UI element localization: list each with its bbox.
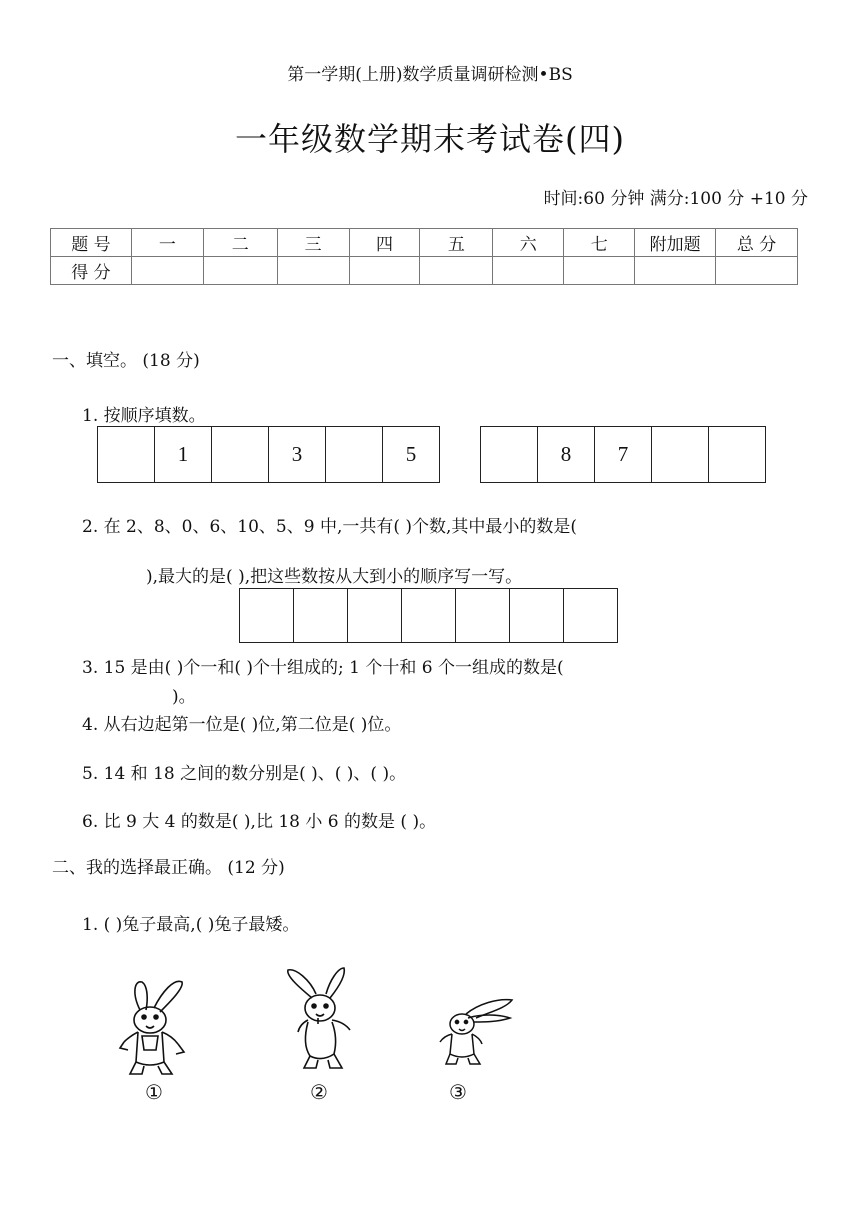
q1-text: 1. 按顺序填数。 <box>82 406 206 426</box>
table-cell: 七 <box>564 229 635 257</box>
table-cell: 一 <box>131 229 203 257</box>
q5-text: 5. 14 和 18 之间的数分别是( )、( )、( )。 <box>82 764 407 784</box>
table-cell: 三 <box>277 229 349 257</box>
time-info: 时间:60 分钟 满分:100 分 +10 分 <box>543 189 808 209</box>
sequence-boxes-a <box>97 426 440 483</box>
score-input-cell[interactable] <box>203 257 277 285</box>
answer-box[interactable] <box>481 427 538 482</box>
score-table <box>50 228 798 285</box>
table-cell: 六 <box>493 229 564 257</box>
answer-box[interactable] <box>652 427 709 482</box>
table-cell: 总 分 <box>716 229 798 257</box>
score-input-cell[interactable] <box>349 257 420 285</box>
answer-box[interactable] <box>709 427 765 482</box>
section1-title: 一、填空。 (18 分) <box>52 351 200 371</box>
header-subtitle: 第一学期(上册)数学质量调研检测•BS <box>287 65 573 85</box>
q3-line2: )。 <box>172 687 196 707</box>
table-cell: 二 <box>203 229 277 257</box>
answer-box: 3 <box>269 427 326 482</box>
score-input-cell[interactable] <box>635 257 716 285</box>
table-cell: 五 <box>420 229 493 257</box>
answer-box[interactable] <box>240 589 294 642</box>
table-cell: 附加题 <box>635 229 716 257</box>
answer-box[interactable] <box>98 427 155 482</box>
score-table-header-row <box>51 229 798 257</box>
rabbit-1-image <box>112 974 196 1082</box>
answer-box[interactable] <box>212 427 269 482</box>
score-input-cell[interactable] <box>277 257 349 285</box>
q3-line1: 3. 15 是由( )个一和( )个十组成的; 1 个十和 6 个一组成的数是( <box>82 658 564 678</box>
order-boxes <box>239 588 618 643</box>
q2-line1: 2. 在 2、8、0、6、10、5、9 中,一共有( )个数,其中最小的数是( <box>82 517 578 537</box>
table-cell: 得 分 <box>51 257 132 285</box>
q4-text: 4. 从右边起第一位是( )位,第二位是( )位。 <box>82 715 402 735</box>
score-table-score-row <box>51 257 798 285</box>
answer-box[interactable] <box>402 589 456 642</box>
answer-box: 1 <box>155 427 212 482</box>
score-input-cell[interactable] <box>564 257 635 285</box>
score-input-cell[interactable] <box>493 257 564 285</box>
section2-title: 二、我的选择最正确。 (12 分) <box>52 858 285 878</box>
s2-q1-text: 1. ( )兔子最高,( )兔子最矮。 <box>82 915 300 935</box>
rabbit-label-2: ② <box>310 1080 328 1104</box>
q6-text: 6. 比 9 大 4 的数是( ),比 18 小 6 的数是 ( )。 <box>82 812 437 832</box>
table-cell: 四 <box>349 229 420 257</box>
rabbit-2-image <box>282 964 358 1076</box>
answer-box[interactable] <box>348 589 402 642</box>
score-input-cell[interactable] <box>420 257 493 285</box>
answer-box: 5 <box>405 442 417 466</box>
sequence-boxes-b <box>480 426 766 483</box>
answer-box[interactable] <box>326 427 383 482</box>
answer-box[interactable] <box>564 589 617 642</box>
answer-box[interactable] <box>510 589 564 642</box>
rabbit-label-3: ③ <box>449 1080 467 1104</box>
answer-box: 8 <box>538 427 595 482</box>
rabbit-label-1: ① <box>145 1080 163 1104</box>
score-input-cell[interactable] <box>131 257 203 285</box>
exam-title: 一年级数学期末考试卷(四) <box>235 120 625 158</box>
answer-box[interactable] <box>294 589 348 642</box>
rabbit-3-image <box>432 996 516 1072</box>
answer-box: 7 <box>595 427 652 482</box>
answer-box[interactable] <box>456 589 510 642</box>
q2-line2: ),最大的是( ),把这些数按从大到小的顺序写一写。 <box>146 567 523 587</box>
table-cell: 题 号 <box>51 229 132 257</box>
score-input-cell[interactable] <box>716 257 798 285</box>
